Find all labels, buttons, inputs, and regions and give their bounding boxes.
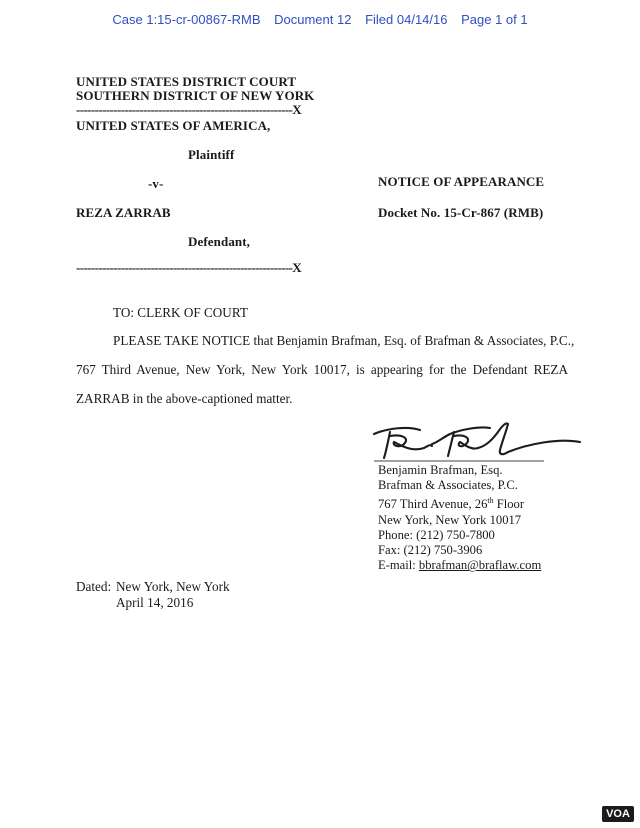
document-number: Document 12 [274, 12, 352, 27]
defendant-role: Defendant, [188, 234, 251, 249]
firm-name: Brafman & Associates, P.C. [378, 478, 518, 493]
caption-divider-bottom: ----------------------------------------------------------X [76, 260, 302, 275]
to-line: TO: CLERK OF COURT [113, 305, 248, 320]
court-name-line2: SOUTHERN DISTRICT OF NEW YORK [76, 88, 315, 103]
address-ordinal: th [487, 496, 494, 506]
email-link[interactable]: bbrafman@braflaw.com [418, 558, 542, 573]
filed-date: Filed 04/14/16 [365, 12, 448, 27]
court-name-line1: UNITED STATES DISTRICT COURT [76, 74, 297, 89]
case-number: Case 1:15-cr-00867-RMB [112, 12, 261, 27]
address-floor: Floor [493, 497, 525, 512]
document-title: NOTICE OF APPEARANCE [378, 174, 545, 189]
dated-place: New York, New York [116, 579, 230, 594]
plaintiff-role: Plaintiff [188, 147, 235, 162]
plaintiff-name: UNITED STATES OF AMERICA, [76, 118, 271, 133]
signature-block [378, 463, 541, 574]
filing-header [0, 12, 640, 27]
defendant-name: REZA ZARRAB [76, 205, 171, 220]
handwritten-signature [368, 416, 588, 464]
attorney-name: Benjamin Brafman, Esq. [378, 463, 503, 477]
firm-city: New York, New York 10017 [378, 512, 522, 527]
notice-paragraph-line1: PLEASE TAKE NOTICE that Benjamin Brafman, Esq. of Brafman & Associates, P.C., [113, 333, 575, 348]
docket-number: Docket No. 15-Cr-867 (RMB) [378, 205, 544, 220]
email-label: E-mail: [378, 558, 419, 573]
dated-label: Dated: [76, 579, 112, 594]
address-street: 767 Third Avenue, 26 [378, 497, 488, 512]
firm-phone: Phone: (212) 750-7800 [378, 528, 495, 542]
caption-divider-top: ----------------------------------------------------------X [76, 102, 302, 117]
dated-date: April 14, 2016 [116, 595, 194, 610]
firm-address [378, 493, 541, 512]
versus: -v- [148, 176, 164, 191]
firm-email [378, 558, 541, 573]
notice-paragraph-line3: ZARRAB in the above-captioned matter. [76, 391, 293, 406]
voa-watermark: VOA [602, 806, 634, 822]
page-count: Page 1 of 1 [461, 12, 528, 27]
firm-fax: Fax: (212) 750-3906 [378, 543, 483, 558]
notice-paragraph-line2: 767 Third Avenue, New York, New York 10017, is appearing for the Defendant REZA [76, 362, 568, 377]
